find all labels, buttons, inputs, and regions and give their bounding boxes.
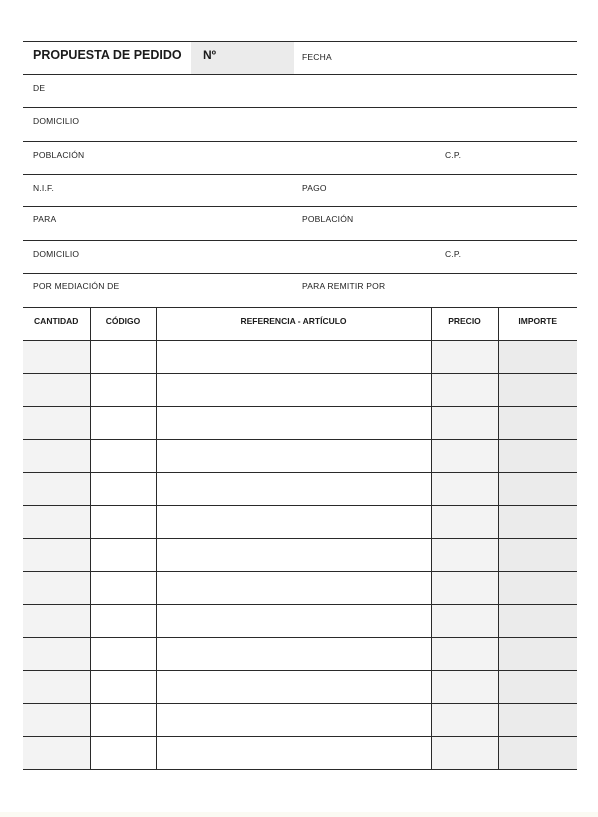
- precio-cell[interactable]: [431, 473, 498, 506]
- nif-label: N.I.F.: [33, 183, 55, 193]
- poblacion2-label: POBLACIÓN: [302, 214, 354, 224]
- page-bottom-edge: [0, 812, 598, 817]
- importe-cell[interactable]: [498, 341, 577, 374]
- referencia-cell[interactable]: [156, 473, 431, 506]
- cantidad-cell[interactable]: [23, 506, 90, 539]
- form-title: PROPUESTA DE PEDIDO: [33, 48, 182, 62]
- poblacion-label: POBLACIÓN: [33, 150, 85, 160]
- importe-cell[interactable]: [498, 506, 577, 539]
- referencia-cell[interactable]: [156, 737, 431, 770]
- order-number-field[interactable]: [191, 42, 294, 74]
- para-label: PARA: [33, 214, 57, 224]
- table-row: [23, 737, 577, 770]
- importe-cell[interactable]: [498, 605, 577, 638]
- table-row: [23, 671, 577, 704]
- codigo-cell[interactable]: [90, 737, 156, 770]
- referencia-cell[interactable]: [156, 638, 431, 671]
- items-table: [23, 307, 577, 770]
- precio-cell[interactable]: [431, 374, 498, 407]
- order-number-label: Nº: [203, 48, 217, 62]
- precio-cell[interactable]: [431, 407, 498, 440]
- precio-cell[interactable]: [431, 605, 498, 638]
- cantidad-cell[interactable]: [23, 473, 90, 506]
- domicilio-row[interactable]: [23, 107, 577, 141]
- table-row: [23, 605, 577, 638]
- cantidad-cell[interactable]: [23, 704, 90, 737]
- codigo-cell[interactable]: [90, 506, 156, 539]
- codigo-cell[interactable]: [90, 638, 156, 671]
- cantidad-cell[interactable]: [23, 539, 90, 572]
- cantidad-cell[interactable]: [23, 440, 90, 473]
- poblacion-row[interactable]: [23, 141, 577, 174]
- importe-cell[interactable]: [498, 638, 577, 671]
- referencia-cell[interactable]: [156, 440, 431, 473]
- table-row: [23, 506, 577, 539]
- domicilio2-label: DOMICILIO: [33, 249, 80, 259]
- pago-label: PAGO: [302, 183, 327, 193]
- importe-cell[interactable]: [498, 473, 577, 506]
- precio-cell[interactable]: [431, 506, 498, 539]
- referencia-cell[interactable]: [156, 374, 431, 407]
- precio-cell[interactable]: [431, 341, 498, 374]
- referencia-cell[interactable]: [156, 671, 431, 704]
- importe-cell[interactable]: [498, 407, 577, 440]
- table-row: [23, 407, 577, 440]
- col-cantidad: CANTIDAD: [23, 308, 90, 341]
- referencia-cell[interactable]: [156, 605, 431, 638]
- order-form-header: [23, 41, 577, 307]
- col-precio: PRECIO: [431, 308, 498, 341]
- importe-cell[interactable]: [498, 374, 577, 407]
- precio-cell[interactable]: [431, 638, 498, 671]
- cp-label: C.P.: [445, 150, 462, 160]
- table-row: [23, 539, 577, 572]
- codigo-cell[interactable]: [90, 341, 156, 374]
- referencia-cell[interactable]: [156, 341, 431, 374]
- items-header-row: [23, 308, 577, 341]
- precio-cell[interactable]: [431, 704, 498, 737]
- importe-cell[interactable]: [498, 737, 577, 770]
- mediacion-row[interactable]: [23, 273, 577, 307]
- codigo-cell[interactable]: [90, 572, 156, 605]
- codigo-cell[interactable]: [90, 605, 156, 638]
- importe-cell[interactable]: [498, 440, 577, 473]
- domicilio2-row[interactable]: [23, 240, 577, 273]
- items-body: [23, 341, 577, 770]
- codigo-cell[interactable]: [90, 473, 156, 506]
- codigo-cell[interactable]: [90, 440, 156, 473]
- date-label: FECHA: [302, 52, 332, 62]
- importe-cell[interactable]: [498, 671, 577, 704]
- col-importe: IMPORTE: [498, 308, 577, 341]
- cp2-label: C.P.: [445, 249, 462, 259]
- table-row: [23, 473, 577, 506]
- table-row: [23, 572, 577, 605]
- table-row: [23, 440, 577, 473]
- referencia-cell[interactable]: [156, 539, 431, 572]
- precio-cell[interactable]: [431, 572, 498, 605]
- de-row[interactable]: [23, 74, 577, 107]
- col-codigo: CÓDIGO: [90, 308, 156, 341]
- cantidad-cell[interactable]: [23, 341, 90, 374]
- importe-cell[interactable]: [498, 539, 577, 572]
- cantidad-cell[interactable]: [23, 638, 90, 671]
- table-row: [23, 374, 577, 407]
- mediacion-label: POR MEDIACIÓN DE: [33, 281, 120, 291]
- referencia-cell[interactable]: [156, 407, 431, 440]
- referencia-cell[interactable]: [156, 506, 431, 539]
- precio-cell[interactable]: [431, 440, 498, 473]
- codigo-cell[interactable]: [90, 374, 156, 407]
- codigo-cell[interactable]: [90, 671, 156, 704]
- referencia-cell[interactable]: [156, 704, 431, 737]
- precio-cell[interactable]: [431, 671, 498, 704]
- table-row: [23, 341, 577, 374]
- remitir-label: PARA REMITIR POR: [302, 281, 386, 291]
- precio-cell[interactable]: [431, 539, 498, 572]
- cantidad-cell[interactable]: [23, 671, 90, 704]
- cantidad-cell[interactable]: [23, 407, 90, 440]
- codigo-cell[interactable]: [90, 407, 156, 440]
- codigo-cell[interactable]: [90, 539, 156, 572]
- precio-cell[interactable]: [431, 737, 498, 770]
- importe-cell[interactable]: [498, 704, 577, 737]
- importe-cell[interactable]: [498, 572, 577, 605]
- table-row: [23, 638, 577, 671]
- cantidad-cell[interactable]: [23, 374, 90, 407]
- col-referencia: REFERENCIA - ARTÍCULO: [156, 308, 431, 341]
- codigo-cell[interactable]: [90, 704, 156, 737]
- cantidad-cell[interactable]: [23, 572, 90, 605]
- para-row[interactable]: [23, 206, 577, 240]
- referencia-cell[interactable]: [156, 572, 431, 605]
- table-row: [23, 704, 577, 737]
- de-label: DE: [33, 83, 46, 93]
- cantidad-cell[interactable]: [23, 737, 90, 770]
- title-row: [23, 41, 577, 74]
- nif-row[interactable]: [23, 174, 577, 206]
- cantidad-cell[interactable]: [23, 605, 90, 638]
- domicilio-label: DOMICILIO: [33, 116, 80, 126]
